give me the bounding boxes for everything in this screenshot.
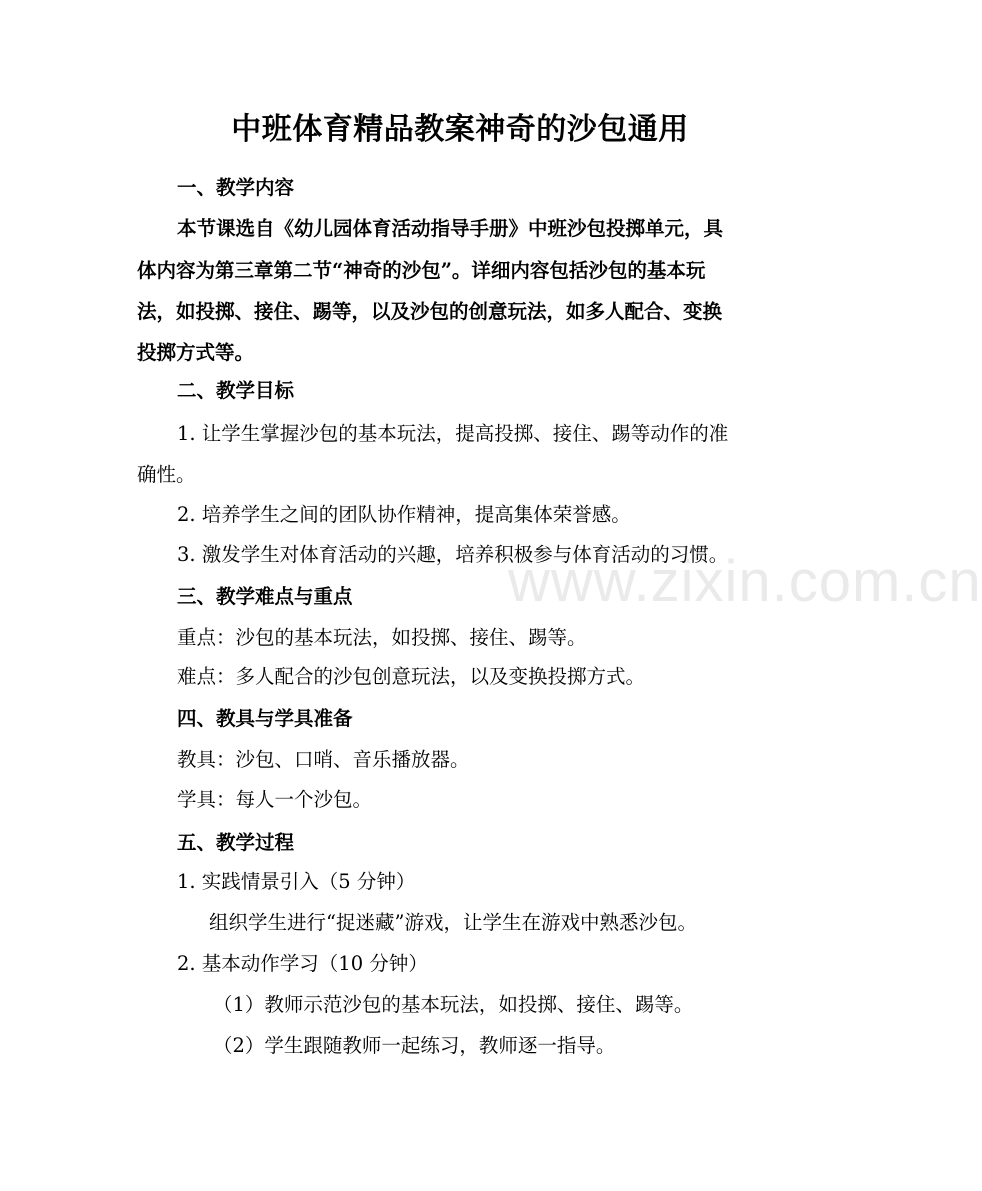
section-heading-goals: 二、教学目标: [177, 379, 295, 402]
section-heading-materials: 四、教具与学具准备: [177, 707, 353, 730]
document-title: 中班体育精品教案神奇的沙包通用: [231, 112, 689, 147]
paragraph-line: 本节课选自《幼儿园体育活动指导手册》中班沙包投掷单元，具: [177, 217, 724, 240]
paragraph-line: 1. 让学生掌握沙包的基本玩法，提高投掷、接住、踢等动作的准: [177, 422, 729, 445]
paragraph-line: 确性。: [137, 463, 196, 486]
paragraph-line: 法，如投掷、接住、踢等，以及沙包的创意玩法，如多人配合、变换: [137, 300, 723, 323]
section-heading-process: 五、教学过程: [177, 831, 295, 854]
paragraph-line: 难点：多人配合的沙包创意玩法，以及变换投掷方式。: [177, 665, 646, 688]
list-item: 2. 基本动作学习（10 分钟）: [177, 952, 428, 975]
list-item: （1）教师示范沙包的基本玩法，如投掷、接住、踢等。: [213, 993, 694, 1016]
paragraph-line: 学具：每人一个沙包。: [177, 788, 373, 811]
paragraph-line: 3. 激发学生对体育活动的兴趣，培养积极参与体育活动的习惯。: [177, 543, 729, 566]
paragraph-line: 体内容为第三章第二节“神奇的沙包”。详细内容包括沙包的基本玩: [137, 259, 706, 282]
watermark: www.zixin.com.cn: [508, 549, 982, 614]
paragraph-line: 组织学生进行“捉迷藏”游戏，让学生在游戏中熟悉沙包。: [209, 911, 697, 934]
paragraph-line: 2. 培养学生之间的团队协作精神，提高集体荣誉感。: [177, 503, 631, 526]
paragraph-line: 教具：沙包、口哨、音乐播放器。: [177, 748, 470, 771]
list-item: 1. 实践情景引入（5 分钟）: [177, 870, 416, 893]
section-heading-content: 一、教学内容: [177, 176, 295, 199]
paragraph-line: 投掷方式等。: [137, 341, 255, 364]
list-item: （2）学生跟随教师一起练习，教师逐一指导。: [213, 1034, 616, 1057]
section-heading-key-points: 三、教学难点与重点: [177, 585, 353, 608]
paragraph-line: 重点：沙包的基本玩法，如投掷、接住、踢等。: [177, 626, 587, 649]
